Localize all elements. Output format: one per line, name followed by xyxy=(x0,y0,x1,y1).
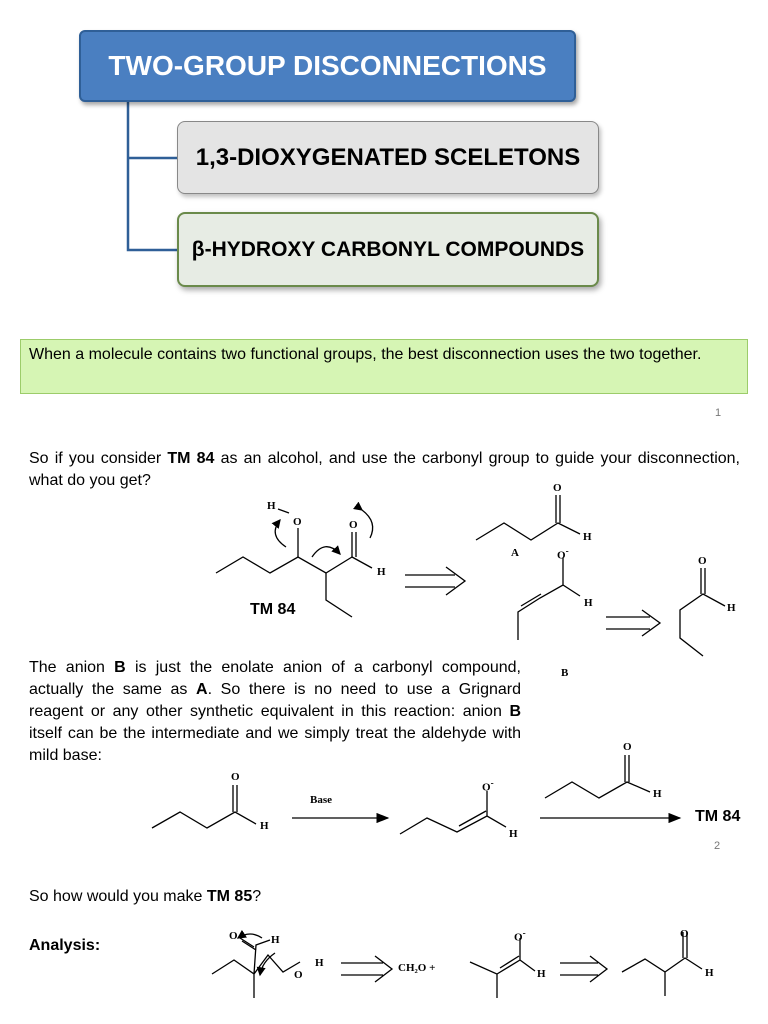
atom-o: O xyxy=(698,555,707,567)
atom-h: H xyxy=(271,934,280,946)
atom-o-minus: O- xyxy=(482,778,494,794)
atom-h: H xyxy=(727,602,736,614)
atom-o: O xyxy=(231,771,240,783)
page-number-2: 2 xyxy=(714,840,721,852)
section-subtitle-2: β-HYDROXY CARBONYL COMPOUNDS xyxy=(177,212,599,287)
atom-o-minus: O- xyxy=(557,546,569,562)
atom-h: H xyxy=(537,968,546,980)
atom-h: H xyxy=(509,828,518,840)
atom-h: H xyxy=(705,967,714,979)
paragraph-3: So how would you make TM 85? xyxy=(29,888,262,905)
reagent-ch2o: CH₂O + xyxy=(398,962,436,974)
atom-h: H xyxy=(653,788,662,800)
atom-h: H xyxy=(267,500,276,512)
atom-h: H xyxy=(377,566,386,578)
atom-h: H xyxy=(260,820,269,832)
analysis-label: Analysis: xyxy=(29,937,101,954)
atom-h: H xyxy=(584,597,593,609)
tm84-label: TM 84 xyxy=(250,601,296,618)
tm84-product-label: TM 84 xyxy=(695,808,741,825)
atom-o: O xyxy=(229,930,238,942)
atom-o: O xyxy=(680,928,689,940)
atom-h: H xyxy=(315,957,324,969)
atom-h: H xyxy=(583,531,592,543)
section-subtitle: 1,3-DIOXYGENATED SCELETONS xyxy=(177,121,599,194)
atom-o: O xyxy=(293,516,302,528)
compound-label-b: B xyxy=(561,667,569,679)
reagent-base: Base xyxy=(310,794,332,806)
atom-o: O xyxy=(623,741,632,753)
atom-o-minus: O- xyxy=(514,928,526,944)
page-number-1: 1 xyxy=(715,407,722,419)
atom-o: O xyxy=(294,969,303,981)
compound-label-a: A xyxy=(511,547,519,559)
highlight-note: When a molecule contains two functional groups, the best disconnection uses the two together. xyxy=(20,339,748,394)
atom-o: O xyxy=(553,482,562,494)
paragraph-2: The anion B is just the enolate anion of a carbonyl compound, actually the same as A. So there is no need to use a Grignard reagent or any other synthetic equivalent in this reaction: anion B itself can be the intermediate and we simply treat the aldehyde with mild base: xyxy=(29,659,522,764)
paragraph-1: So if you consider TM 84 as an alcohol, and use the carbonyl group to guide your disconnection, what do you get? xyxy=(29,450,741,489)
page-title: TWO-GROUP DISCONNECTIONS xyxy=(79,30,576,102)
atom-o: O xyxy=(349,519,358,531)
